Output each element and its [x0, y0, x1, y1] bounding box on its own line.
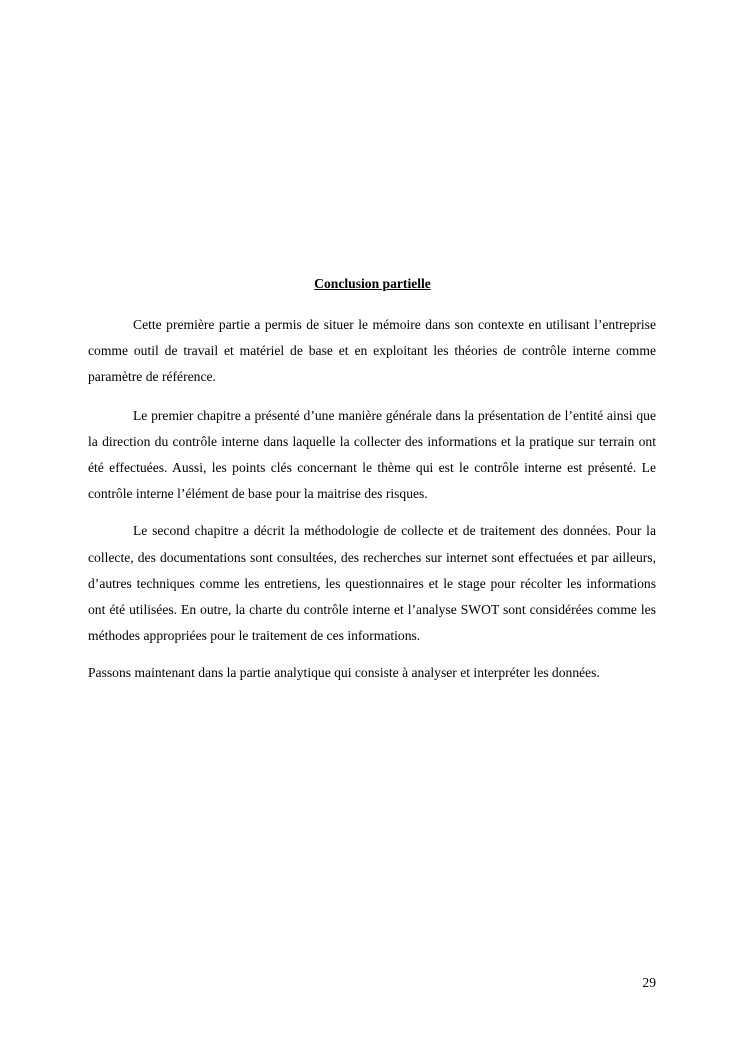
page-number: 29 [642, 975, 656, 990]
paragraph-first-chapter: Le premier chapitre a présenté d’une manière générale dans la présentation de l’entité ainsi que la direction du contrôle interne dans laquelle la collecter des informations et la pratique sur terrain ont été effectuées. Aussi, les points clés concernant le thème qui est le contrôle interne est présenté. Le contrôle interne l’élément de base pour la maitrise des risques. [88, 407, 656, 502]
paragraph-transition: Passons maintenant dans la partie analytique qui consiste à analyser et interpréter les données. [88, 665, 600, 681]
body-text [88, 312, 656, 687]
section-title: Conclusion partielle [314, 276, 431, 291]
paragraph-second-chapter: Le second chapitre a décrit la méthodologie de collecte et de traitement des données. Pour la collecte, des documentations sont consultées, des recherches sur internet sont effectuées et par ailleurs, d’autres techniques comme les entretiens, les questionnaires et le stage pour récolter les informations ont été utilisées. En outre, la charte du contrôle interne et l’analyse SWOT sont considérées comme les méthodes appropriées pour le traitement de ces informations. [88, 523, 656, 644]
paragraph-intro: Cette première partie a permis de situer le mémoire dans son contexte en utilisant l’entreprise comme outil de travail et matériel de base et en exploitant les théories de contrôle interne comme paramètre de référence. [88, 317, 656, 385]
